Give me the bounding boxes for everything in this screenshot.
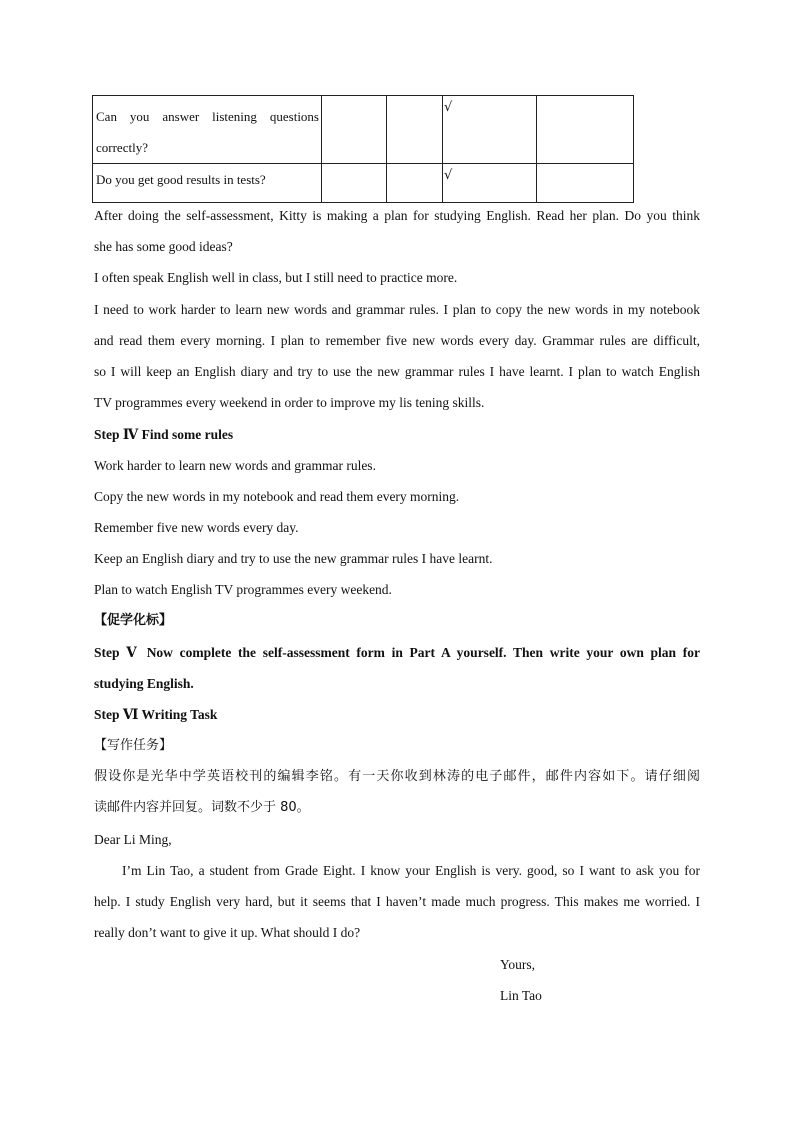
plan-paragraph: and read them every morning. I plan to remember five new words every day. Grammar rules are difficult, (94, 333, 700, 348)
rating-cell (537, 164, 633, 168)
step-heading: studying English. (94, 676, 194, 691)
question-cell: Can you answer listening questions correctly? (96, 109, 319, 155)
self-assessment-table (92, 95, 634, 203)
step-heading: Step Ⅳ Find some rules (94, 427, 234, 442)
plan-paragraph: I need to work harder to learn new words and grammar rules. I plan to copy the new words in my notebook (94, 302, 700, 317)
rating-cell (322, 96, 386, 100)
letter-signature: Lin Tao (500, 988, 542, 1003)
section-heading: 【促学化标】 (94, 613, 173, 628)
section-heading: 【写作任务】 (94, 738, 173, 753)
intro-text: After doing the self-assessment, Kitty is making a plan for studying English. Read her plan. Do you think (94, 208, 700, 223)
plan-paragraph: TV programmes every weekend in order to improve my lis tening skills. (94, 395, 485, 410)
table-row (93, 164, 634, 203)
step-heading: Step Ⅴ Now complete the self-assessment form in Part A yourself. Then write your own plan for (94, 645, 700, 660)
rating-cell (537, 96, 633, 100)
plan-paragraph: I often speak English well in class, but I still need to practice more. (94, 270, 458, 285)
letter-body: I’m Lin Tao, a student from Grade Eight. I know your English is very. good, so I want to ask you for (122, 863, 700, 878)
table-row (93, 96, 634, 164)
rule-item: Work harder to learn new words and grammar rules. (94, 458, 376, 473)
task-text: 读邮件内容并回复。词数不少于 80。 (94, 800, 310, 815)
step-heading: Step Ⅵ Writing Task (94, 707, 218, 722)
letter-closing: Yours, (500, 957, 536, 972)
rule-item: Keep an English diary and try to use the new grammar rules I have learnt. (94, 551, 493, 566)
rating-cell (387, 96, 442, 100)
rule-item: Copy the new words in my notebook and read them every morning. (94, 489, 460, 504)
letter-body: really don’t want to give it up. What should I do? (94, 925, 361, 940)
rating-cell (322, 164, 386, 168)
rating-cell (387, 164, 442, 168)
intro-text: she has some good ideas? (94, 239, 233, 254)
letter-salutation: Dear Li Ming, (94, 832, 172, 847)
rule-item: Remember five new words every day. (94, 520, 299, 535)
check-mark: √ (444, 168, 453, 183)
plan-paragraph: so I will keep an English diary and try to use the new grammar rules I have learnt. I plan to watch English (94, 364, 700, 379)
check-mark: √ (444, 100, 453, 115)
task-text: 假设你是光华中学英语校刊的编辑李铭。有一天你收到林涛的电子邮件，邮件内容如下。请仔细阅 (94, 769, 700, 784)
letter-body: help. I study English very hard, but it seems that I haven’t made much progress. This makes me worried. I (94, 894, 700, 909)
question-cell: Do you get good results in tests? (96, 172, 266, 187)
rule-item: Plan to watch English TV programmes every weekend. (94, 582, 392, 597)
